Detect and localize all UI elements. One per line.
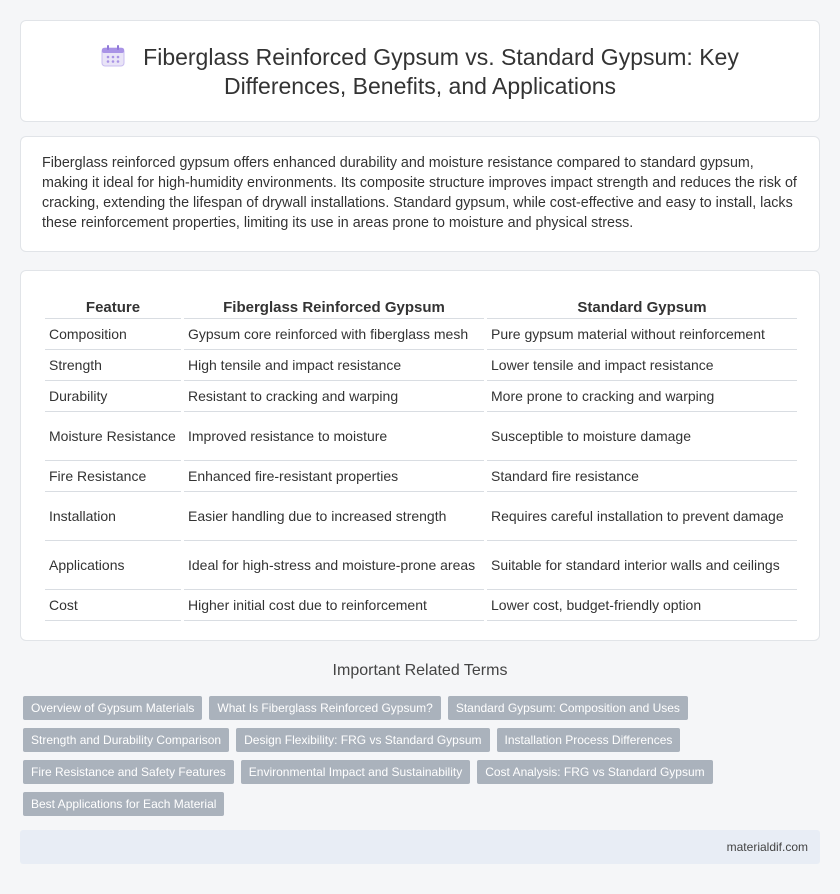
- feature-cell: Cost: [45, 590, 181, 621]
- feature-cell: Durability: [45, 381, 181, 412]
- table-row: [45, 381, 797, 412]
- header-standard: Standard Gypsum: [487, 297, 797, 319]
- page-title-wrap: [21, 43, 819, 101]
- related-term-tag[interactable]: Best Applications for Each Material: [23, 792, 224, 816]
- tag-row: [23, 760, 723, 784]
- table-row: [45, 412, 797, 461]
- related-term-tag[interactable]: Environmental Impact and Sustainability: [241, 760, 470, 784]
- standard-cell: Pure gypsum material without reinforcement: [487, 319, 797, 350]
- feature-cell: Strength: [45, 350, 181, 381]
- feature-cell: Applications: [45, 541, 181, 590]
- related-terms-title: Important Related Terms: [332, 662, 508, 679]
- related-term-tag[interactable]: What Is Fiberglass Reinforced Gypsum?: [209, 696, 440, 720]
- comparison-table-card: [20, 270, 820, 641]
- related-term-tag[interactable]: Strength and Durability Comparison: [23, 728, 229, 752]
- related-term-tag[interactable]: Cost Analysis: FRG vs Standard Gypsum: [477, 760, 712, 784]
- related-term-tag[interactable]: Fire Resistance and Safety Features: [23, 760, 234, 784]
- standard-cell: Lower tensile and impact resistance: [487, 350, 797, 381]
- standard-cell: Suitable for standard interior walls and ceilings: [487, 541, 797, 590]
- tag-row: [23, 696, 723, 720]
- table-row: [45, 541, 797, 590]
- feature-cell: Fire Resistance: [45, 461, 181, 492]
- feature-cell: Moisture Resistance: [45, 412, 181, 461]
- comparison-table: [42, 297, 800, 621]
- header-feature: Feature: [45, 297, 181, 319]
- fiberglass-cell: Easier handling due to increased strength: [184, 492, 484, 541]
- header-card: [20, 20, 820, 122]
- tag-row: [23, 728, 723, 752]
- fiberglass-cell: Enhanced fire-resistant properties: [184, 461, 484, 492]
- feature-cell: Installation: [45, 492, 181, 541]
- fiberglass-cell: Higher initial cost due to reinforcement: [184, 590, 484, 621]
- standard-cell: Lower cost, budget-friendly option: [487, 590, 797, 621]
- related-term-tag[interactable]: Overview of Gypsum Materials: [23, 696, 202, 720]
- related-term-tag[interactable]: Standard Gypsum: Composition and Uses: [448, 696, 688, 720]
- fiberglass-cell: Improved resistance to moisture: [184, 412, 484, 461]
- feature-cell: Composition: [45, 319, 181, 350]
- page-title: Fiberglass Reinforced Gypsum vs. Standard Gypsum: Key Differences, Benefits, and Applications: [143, 44, 739, 99]
- table-row: [45, 461, 797, 492]
- table-header-row: [45, 297, 797, 319]
- fiberglass-cell: Resistant to cracking and warping: [184, 381, 484, 412]
- intro-paragraph: Fiberglass reinforced gypsum offers enhanced durability and moisture resistance compared to standard gypsum, making it ideal for high-humidity environments. Its composite structure improves impact strength and reduces the risk of cracking, extending the lifespan of drywall installations. Standard gypsum, while cost-effective and easy to install, lacks these reinforcement properties, limiting its use in areas prone to moisture and physical stress.: [42, 155, 797, 231]
- intro-card: [20, 136, 820, 252]
- standard-cell: Standard fire resistance: [487, 461, 797, 492]
- tag-row: [23, 792, 723, 816]
- calendar-icon: [101, 45, 125, 67]
- table-row: [45, 492, 797, 541]
- header-fiberglass: Fiberglass Reinforced Gypsum: [184, 297, 484, 319]
- standard-cell: More prone to cracking and warping: [487, 381, 797, 412]
- related-term-tag[interactable]: Installation Process Differences: [497, 728, 681, 752]
- table-row: [45, 319, 797, 350]
- fiberglass-cell: Ideal for high-stress and moisture-prone areas: [184, 541, 484, 590]
- footer-site-link[interactable]: materialdif.com: [726, 840, 808, 854]
- table-row: [45, 350, 797, 381]
- standard-cell: Susceptible to moisture damage: [487, 412, 797, 461]
- footer: [20, 830, 820, 864]
- fiberglass-cell: High tensile and impact resistance: [184, 350, 484, 381]
- table-row: [45, 590, 797, 621]
- fiberglass-cell: Gypsum core reinforced with fiberglass mesh: [184, 319, 484, 350]
- related-term-tag[interactable]: Design Flexibility: FRG vs Standard Gypsum: [236, 728, 489, 752]
- standard-cell: Requires careful installation to prevent damage: [487, 492, 797, 541]
- related-terms-tags: [23, 696, 723, 824]
